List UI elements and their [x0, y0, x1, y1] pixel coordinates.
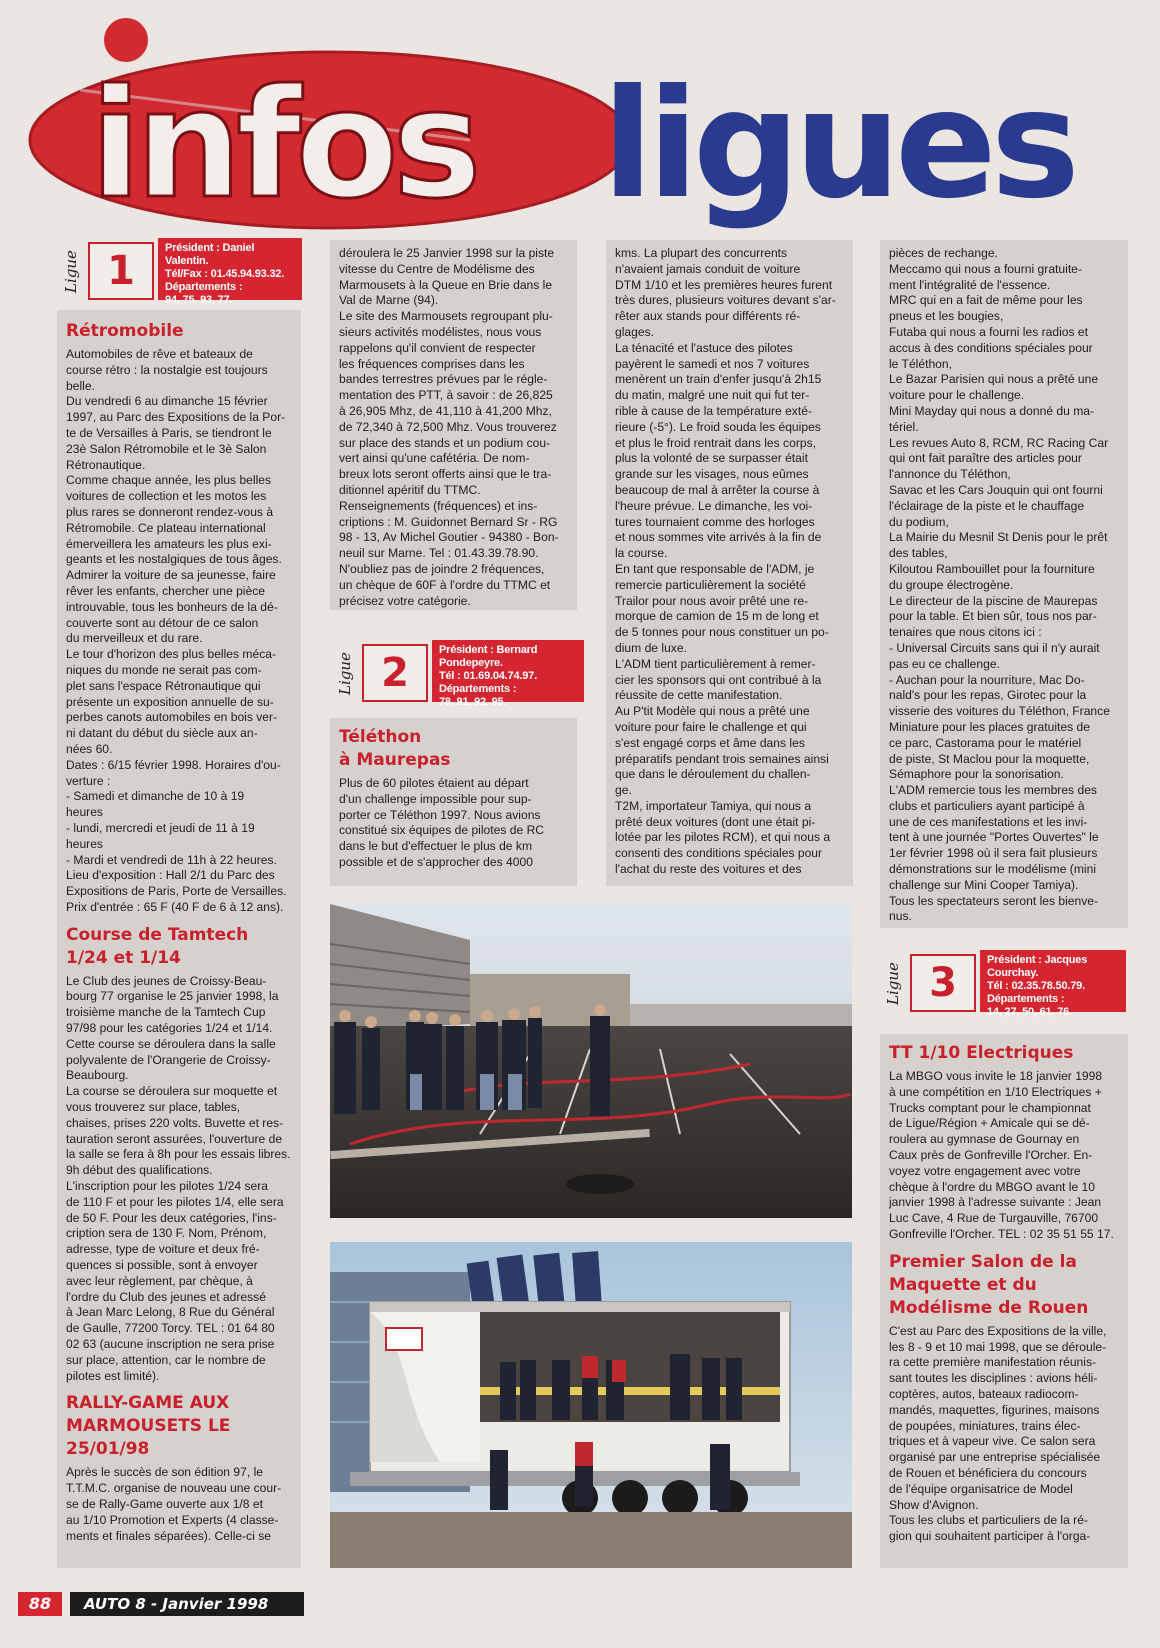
text-line: Prix d'entrée : 65 F (40 F de 6 à 12 ans). [66, 899, 284, 914]
text-line: tures tournaient comme des horloges [615, 514, 815, 529]
text-line: l'ordre du Club des jeunes et adressé [66, 1289, 266, 1304]
text-line: du matin, malgré une nuit qui fut ter- [615, 388, 810, 403]
article-rally-game [66, 1465, 292, 1544]
ligue-1-header [62, 238, 302, 304]
text-line: de Rouen et bénéficiera du concours [889, 1465, 1087, 1480]
text-line: morque de camion de 15 m de long et [615, 609, 819, 624]
ligue-label: Ligue [62, 250, 80, 294]
text-line: et nous sommes vite arrivés à la fin de [615, 530, 822, 545]
text-line: du groupe électrogène. [889, 577, 1014, 592]
masthead-dot [104, 18, 148, 62]
text-line: gion qui souhaitent participer à l'orga- [889, 1529, 1091, 1544]
text-line: mandés, maquettes, figurines, maisons [889, 1402, 1100, 1417]
text-line: vous trouverez sur place, tables, [66, 1100, 241, 1115]
text-line: menèrent un train d'enfer jusqu'à 2h15 [615, 372, 822, 387]
text-line: déroulera le 25 Janvier 1998 sur la piste [339, 246, 555, 260]
magazine-footer [70, 1592, 304, 1616]
text-line: glages. [615, 324, 654, 339]
text-line: heures [66, 805, 103, 820]
text-line: Savac et les Cars Jouquin qui ont fourni [889, 482, 1103, 497]
departements-label: Départements : [987, 993, 1065, 1005]
text-line: cription sera de 130 F. Nom, Prénom, [66, 1226, 267, 1241]
text-line: accus à des conditions spéciales pour [889, 340, 1093, 355]
text-line: démonstrations sur le modélisme (mini [889, 862, 1097, 877]
text-line: de Ligue/Région + Amicale qui se dé- [889, 1116, 1090, 1131]
text-line: dium de luxe. [615, 640, 687, 655]
photo-truck-podium [330, 1242, 852, 1568]
column-4-lower [880, 1034, 1128, 1568]
phone-line: Tél : 01.69.04.74.97. [439, 670, 537, 682]
text-line: Tous les clubs et particuliers de la ré- [889, 1513, 1088, 1528]
text-line: nus. [889, 909, 912, 924]
text-line: des tables, [889, 546, 948, 561]
text-line: DTM 1/10 et les premières heures furent [615, 277, 833, 292]
text-line: lotée par les pilotes RCM), et qui nous a [615, 830, 831, 845]
text-line: Trucks comptant pour le championnat [889, 1100, 1091, 1115]
text-line: qui ont fait paraître des articles pour [889, 451, 1082, 466]
text-line: et plus le froid rentrait dans les corps, [615, 435, 816, 450]
text-line: plet sans l'espace Rétronautique qui [66, 678, 261, 693]
text-line: l'éclairage de la piste et le chauffage [889, 498, 1085, 513]
text-line: triques et à vapeur vive. Ce salon sera [889, 1434, 1096, 1449]
text-line: pilotes est limité). [66, 1368, 160, 1383]
ligue-number: 1 [88, 242, 154, 300]
phone-line: Tél/Fax : 01.45.94.93.32. [165, 268, 285, 280]
text-line: pas eu ce challenge. [889, 656, 1000, 671]
section-title-tamtech: Course de Tamtech 1/24 et 1/14 [66, 924, 249, 968]
text-line: heures [66, 836, 103, 851]
text-line: coptères, autos, bateaux radiocom- [889, 1386, 1079, 1401]
article-tamtech [66, 974, 292, 1385]
text-line: Rétronautique. [66, 457, 146, 472]
text-line: Caux près de Gonfreville l'Orcher. En- [889, 1147, 1093, 1162]
text-line: introuvable, tous les bonheurs de la dé- [66, 599, 278, 614]
text-line: émerveillera les amateurs les plus exi- [66, 536, 272, 551]
text-line: préparatifs pendant trois semaines ainsi [615, 751, 829, 766]
article-rally-game-continued [339, 246, 568, 609]
text-line: L'ADM tient particulièrement à remer- [615, 656, 816, 671]
text-line: roulera au gymnase de Gournay en [889, 1132, 1080, 1147]
text-line: l'heure prévue. Le dimanche, les voi- [615, 498, 813, 513]
text-line: de poupées, miniatures, trains élec- [889, 1418, 1081, 1433]
text-line: d'un challenge impossible pour sup- [339, 791, 532, 806]
text-line: sieurs activités modélistes, nous vous [339, 324, 542, 339]
text-line: T.T.M.C. organise de nouveau une cour- [66, 1481, 282, 1496]
text-line: La course se déroulera sur moquette et [66, 1084, 278, 1099]
text-line: organisé par une entreprise spécialisée [889, 1450, 1101, 1465]
text-line: voiture pour faire le challenge et qui [615, 719, 807, 734]
text-line: à 26,905 Mhz, de 41,110 à 41,200 Mhz, [339, 403, 552, 418]
ligue-3-header [884, 950, 1132, 1016]
text-line: janvier 1998 à l'adresse suivante : Jean [889, 1195, 1102, 1210]
text-line: 1er février 1998 où il sera fait plusieurs [889, 846, 1098, 861]
text-line: constitué six équipes de pilotes de RC [339, 823, 545, 838]
text-line: L'inscription pour les pilotes 1/24 sera [66, 1179, 268, 1194]
text-line: plus la volonté de se surpasser était [615, 451, 808, 466]
text-line: Beaubourg. [66, 1068, 129, 1083]
section-title-retromobile: Rétromobile [66, 321, 184, 341]
text-line: réussite de cette manifestation. [615, 688, 783, 703]
text-line: 9h début des qualifications. [66, 1163, 213, 1178]
column-3 [606, 240, 853, 886]
text-line: N'oubliez pas de joindre 2 fréquences, [339, 561, 545, 576]
text-line: du podium, [889, 514, 949, 529]
text-line: nald's pour les repas, Girotec pour la [889, 688, 1087, 703]
text-line: - lundi, mercredi et jeudi de 11 à 19 [66, 820, 255, 835]
article-telethon-continued [615, 246, 844, 878]
ligue-info-box [158, 238, 302, 306]
column-2-telethon [330, 718, 577, 886]
article-salon-rouen [889, 1324, 1119, 1545]
text-line: Meccamo qui nous a fourni gratuite- [889, 261, 1082, 276]
text-line: s'est engagé corps et âme dans les [615, 735, 805, 750]
masthead [0, 0, 1160, 240]
ligue-number: 2 [362, 644, 428, 702]
text-line: tauration seront assurées, l'ouverture de [66, 1131, 283, 1146]
text-line: rappelons qu'il convient de respecter [339, 340, 536, 355]
text-line: mentation des PTT, à savoir : de 26,825 [339, 388, 553, 403]
section-title-tt-electriques: TT 1/10 Electriques [889, 1043, 1074, 1063]
text-line: rieure (-5°). Le froid souda les équipes [615, 419, 821, 434]
text-line: neuil sur Marne. Tel : 01.43.39.78.90. [339, 546, 539, 561]
text-line: au 1/10 Promotion et Experts (4 classe- [66, 1512, 279, 1527]
text-line: - Universal Circuits sans qui il n'y aurait [889, 640, 1100, 655]
text-line: l'achat du reste des voitures et des [615, 862, 802, 877]
photo-race-track [330, 904, 852, 1218]
text-line: cier les sponsors qui ont contribué à la [615, 672, 822, 687]
text-line: Val de Marne (94). [339, 293, 439, 308]
ligue-2-header [336, 640, 584, 706]
text-line: La Mairie du Mesnil St Denis pour le prêt [889, 530, 1108, 545]
text-line: niques du monde ne serait pas com- [66, 662, 262, 677]
text-line: une de ces manifestations et les invi- [889, 814, 1088, 829]
text-line: ra cette première manifestation réunis- [889, 1355, 1097, 1370]
text-line: pour la table. Et bien sûr, tous nos par- [889, 609, 1097, 624]
ligue-info-box [432, 640, 584, 708]
text-line: Cette course se déroulera dans la salle [66, 1036, 276, 1051]
text-line: Du vendredi 6 au dimanche 15 février [66, 394, 268, 409]
text-line: nées 60. [66, 741, 113, 756]
text-line: de 72,340 à 72,500 Mhz. Vous trouverez [339, 419, 557, 434]
text-line: sur place des stands et un podium cou- [339, 435, 551, 450]
text-line: La ténacité et l'astuce des pilotes [615, 340, 793, 355]
text-line: Futaba qui nous a fourni les radios et [889, 324, 1088, 339]
text-line: ge. [615, 783, 632, 798]
text-line: voyez votre engagement avec votre [889, 1163, 1081, 1178]
text-line: à Jean Marc Lelong, 8 Rue du Général [66, 1305, 275, 1320]
text-line: Après le succès de son édition 97, le [66, 1465, 263, 1480]
text-line: Renseignements (fréquences) et ins- [339, 498, 538, 513]
text-line: rible à cause de la température exté- [615, 403, 812, 418]
text-line: sant toutes les disciplines : avions héli- [889, 1371, 1098, 1386]
text-line: de 5 tonnes pour nous constituer un po- [615, 625, 829, 640]
text-line: 98 - 13, Av Michel Goutier - 94380 - Bon- [339, 530, 559, 545]
text-line: que dans le déroulement du challen- [615, 767, 811, 782]
text-line: Dates : 6/15 février 1998. Horaires d'ou- [66, 757, 281, 772]
text-line: adresse, type de voiture et deux fré- [66, 1242, 260, 1257]
text-line: breux lots seront offerts ainsi que le tra- [339, 467, 552, 482]
column-4 [880, 240, 1128, 928]
text-line: les fréquences comprises dans les [339, 356, 525, 371]
text-line: tériel. [889, 419, 919, 434]
text-line: Admirer la voiture de sa jeunesse, faire [66, 568, 276, 583]
text-line: consenti des conditions spéciales pour [615, 846, 823, 861]
departements-label: Départements : [439, 683, 517, 695]
text-line: couverte sont au détour de ce salon [66, 615, 259, 630]
text-line: Comme chaque année, les plus belles [66, 473, 272, 488]
text-line: L'ADM remercie tous les membres des [889, 783, 1097, 798]
article-tt-electriques [889, 1069, 1119, 1243]
ligue-info-box [980, 950, 1126, 1018]
text-line: pneus et les bougies, [889, 309, 1004, 324]
section-title-salon-rouen: Premier Salon de la Maquette et du Modélisme de Rouen [889, 1251, 1089, 1318]
text-line: MRC qui en a fait de même pour les [889, 293, 1083, 308]
text-line: Automobiles de rêve et bateaux de [66, 347, 253, 361]
text-line: du merveilleux et du rare. [66, 631, 203, 646]
text-line: vert ainsi qu'une cafétéria. De nom- [339, 451, 530, 466]
text-line: course rétro : la nostalgie est toujours [66, 362, 268, 377]
text-line: de 50 F. Pour les deux catégories, l'ins- [66, 1210, 277, 1225]
text-line: 97/98 pour les catégories 1/24 et 1/14. [66, 1021, 273, 1036]
text-line: précisez votre catégorie. [339, 593, 471, 608]
text-line: Rétromobile. Ce plateau international [66, 520, 266, 535]
text-line: la course. [615, 546, 668, 561]
text-line: challenge sur Mini Cooper Tamiya). [889, 877, 1079, 892]
text-line: Marmousets à la Queue en Brie dans le [339, 277, 553, 292]
text-line: quences si possible, sont à envoyer [66, 1258, 258, 1273]
page-number: 88 [28, 1594, 52, 1613]
page-number-tab [18, 1592, 62, 1616]
text-line: tenaires que nous citons ici : [889, 625, 1042, 640]
text-line: Show d'Avignon. [889, 1497, 979, 1512]
magazine-name: AUTO 8 - Janvier 1998 [84, 1595, 269, 1613]
article-telethon-sponsors [889, 246, 1119, 925]
text-line: voitures de collection et les motos les [66, 489, 267, 504]
text-line: kms. La plupart des concurrents [615, 246, 788, 260]
president-line: Président : Daniel Valentin. [165, 242, 255, 267]
text-line: C'est au Parc des Expositions de la ville, [889, 1323, 1107, 1338]
text-line: Trailor pour nous avoir prêté une re- [615, 593, 809, 608]
text-line: tent à une journée "Portes Ouvertes" le [889, 830, 1099, 845]
text-line: chaises, prises 220 volts. Buvette et res- [66, 1115, 284, 1130]
text-line: Le site des Marmousets regroupant plu- [339, 309, 553, 324]
text-line: - Mardi et vendredi de 11h à 22 heures. [66, 852, 277, 867]
text-line: ment l'intégralité de l'essence. [889, 277, 1051, 292]
text-line: 02 63 (aucune inscription ne sera prise [66, 1337, 275, 1352]
text-line: troisième manche de la Tamtech Cup [66, 1005, 266, 1020]
text-line: à une compétition en 1/10 Electriques + [889, 1084, 1102, 1099]
text-line: 1997, au Parc des Expositions de la Por- [66, 410, 286, 425]
text-line: Mini Mayday qui nous a donné du ma- [889, 403, 1095, 418]
text-line: Au P'tit Modèle qui nous a prêté une [615, 704, 810, 719]
text-line: dans le but d'effectuer le plus de km [339, 839, 533, 854]
text-line: vitesse du Centre de Modélisme des [339, 261, 535, 276]
text-line: ditionnel apéritif du TTMC. [339, 482, 481, 497]
text-line: chèque à l'ordre du MBGO avant le 10 [889, 1179, 1096, 1194]
text-line: ni datant du début du siècle aux an- [66, 726, 258, 741]
text-line: Miniature pour les places gratuites de [889, 719, 1090, 734]
text-line: avec leur règlement, par chèque, à [66, 1273, 253, 1288]
president-line: Président : Bernard Pondepeyre. [439, 644, 538, 669]
text-line: Lieu d'exposition : Hall 2/1 du Parc des [66, 868, 275, 883]
text-line: Kiloutou Rambouillet pour la fourniture [889, 561, 1095, 576]
text-line: - Samedi et dimanche de 10 à 19 [66, 789, 245, 804]
text-line: très dures, plusieurs voitures devant s'ar- [615, 293, 836, 308]
text-line: un chèque de 60F à l'ordre du TTMC et [339, 577, 551, 592]
text-line: Sémaphore pour la sonorisation. [889, 767, 1064, 782]
text-line: porter ce Téléthon 1997. Nous avions [339, 807, 541, 822]
text-line: n'avaient jamais conduit de voiture [615, 261, 801, 276]
text-line: possible et de s'approcher des 4000 [339, 854, 533, 869]
text-line: Gonfreville l'Orcher. TEL : 02 35 51 55 17. [889, 1226, 1114, 1241]
text-line: ments et finales séparées). Celle-ci se [66, 1528, 272, 1543]
president-line: Président : Jacques Courchay. [987, 954, 1088, 979]
text-line: perbes canots automobiles en bois ver- [66, 710, 278, 725]
text-line: rêter aux stands pour différents ré- [615, 309, 801, 324]
masthead-word-left: infos [90, 58, 476, 232]
text-line: Les revues Auto 8, RCM, RC Racing Car [889, 435, 1109, 450]
departements-list: 94, 75, 93, 77. [165, 294, 233, 306]
text-line: Plus de 60 pilotes étaient au départ [339, 776, 529, 790]
text-line: les 8 - 9 et 10 mai 1998, que se déroule- [889, 1339, 1107, 1354]
text-line: remercie particulièrement la société [615, 577, 806, 592]
text-line: prêté deux voitures (dont une était pi- [615, 814, 816, 829]
text-line: belle. [66, 378, 95, 393]
text-line: se de Rally-Game ouverte aux 1/8 et [66, 1497, 263, 1511]
column-1 [57, 310, 301, 1568]
masthead-word-right: ligues [602, 58, 1075, 232]
text-line: bourg 77 organise le 25 janvier 1998, la [66, 989, 279, 1004]
text-line: pièces de rechange. [889, 246, 998, 260]
phone-line: Tél : 02.35.78.50.79. [987, 980, 1085, 992]
text-line: bandes terrestres prévues par le régle- [339, 372, 548, 387]
text-line: de Gaulle, 77200 Torcy. TEL : 01 64 80 [66, 1321, 275, 1336]
text-line: la salle se fera à 8h pour les essais libres. [66, 1147, 291, 1162]
text-line: Le Club des jeunes de Croissy-Beau- [66, 973, 267, 988]
departements-list: 14, 27, 50, 61, 76. [987, 1006, 1072, 1018]
text-line: Expositions de Paris, Porte de Versailles. [66, 884, 287, 899]
column-2 [330, 240, 577, 610]
section-title-telethon: Téléthon à Maurepas [339, 727, 451, 770]
text-line: 23è Salon Rétromobile et le 3è Salon [66, 441, 267, 456]
text-line: Le Bazar Parisien qui nous a prêté une [889, 372, 1099, 387]
departements-label: Départements : [165, 281, 243, 293]
text-line: présente un exposition annuelle de su- [66, 694, 274, 709]
text-line: grande sur les visages, nous eûmes [615, 467, 809, 482]
text-line: - Auchan pour la nourriture, Mac Do- [889, 672, 1085, 687]
text-line: sur place, attention, car le nombre de [66, 1352, 266, 1367]
text-line: le Téléthon, [889, 356, 952, 371]
text-line: Luc Cave, 4 Rue de Turgauville, 76700 [889, 1211, 1099, 1226]
article-telethon [339, 776, 568, 871]
text-line: criptions : M. Guidonnet Bernard Sr - RG [339, 514, 558, 529]
text-line: payèrent le samedi et nos 7 voitures [615, 356, 810, 371]
text-line: polyvalente de l'Orangerie de Croissy- [66, 1052, 271, 1067]
ligue-label: Ligue [336, 652, 354, 696]
text-line: beaucoup de mal à arrêter la course à [615, 482, 820, 497]
text-line: plus rares se donneront rendez-vous à [66, 504, 274, 519]
text-line: T2M, importateur Tamiya, qui nous a [615, 798, 812, 813]
text-line: En tant que responsable de l'ADM, je [615, 561, 815, 576]
text-line: clubs et particuliers ayant participé à [889, 798, 1085, 813]
text-line: te de Versailles à Paris, se tiendront le [66, 425, 272, 440]
text-line: Tous les spectateurs seront les bienve- [889, 893, 1099, 908]
ligue-label: Ligue [884, 962, 902, 1006]
text-line: visserie des voitures du Téléthon, France [889, 704, 1110, 719]
text-line: Le tour d'horizon des plus belles méca- [66, 647, 277, 662]
section-title-rally-game: RALLY-GAME AUX MARMOUSETS LE 25/01/98 [66, 1393, 231, 1460]
text-line: de piste, St Maclou pour la moquette, [889, 751, 1090, 766]
text-line: geants et les nostalgiques de tous âges. [66, 552, 282, 567]
departements-list: 78, 91, 92, 95. [439, 696, 507, 708]
text-line: rêver les enfants, chercher une pièce [66, 583, 265, 598]
text-line: voiture pour le challenge. [889, 388, 1025, 403]
text-line: l'annonce du Téléthon, [889, 467, 1011, 482]
text-line: de 110 F et pour les pilotes 1/4, elle sera [66, 1194, 284, 1209]
text-line: Le directeur de la piscine de Maurepas [889, 593, 1098, 608]
article-retromobile [66, 347, 292, 916]
text-line: de l'équipe organisatrice de Model [889, 1481, 1073, 1496]
text-line: ce parc, Castorama pour le matériel [889, 735, 1082, 750]
ligue-number: 3 [910, 954, 976, 1012]
text-line: verture : [66, 773, 111, 788]
text-line: La MBGO vous invite le 18 janvier 1998 [889, 1069, 1103, 1083]
